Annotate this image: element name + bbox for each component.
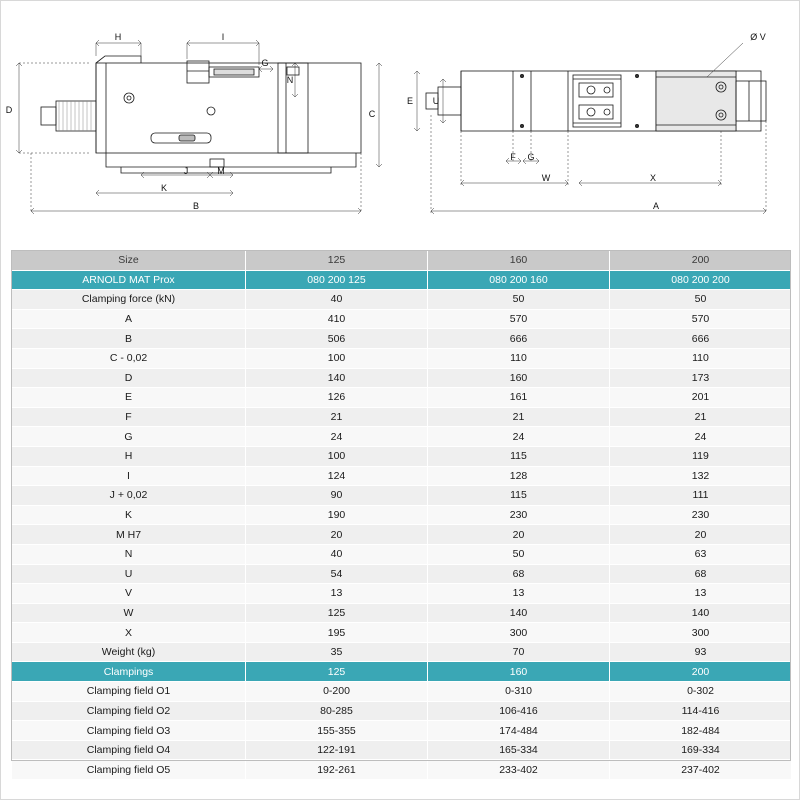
row-label: Weight (kg) [12,642,246,662]
row-value: 13 [610,584,792,604]
row-value: 21 [246,407,428,427]
row-value: 50 [428,290,610,310]
row-value: 106-416 [428,701,610,721]
row-value: 80-285 [246,701,428,721]
table-row [12,466,792,486]
row-label: Clamping field O3 [12,721,246,741]
row-value: 190 [246,505,428,525]
row-value: 110 [610,348,792,368]
row-value: 124 [246,466,428,486]
row-value: 35 [246,642,428,662]
row-value: 140 [610,603,792,623]
row-value: 140 [246,368,428,388]
table-row [12,544,792,564]
table-row [12,270,792,290]
row-label: Clampings [12,662,246,682]
row-value: 230 [610,505,792,525]
row-label: Clamping force (kN) [12,290,246,310]
row-label: B [12,329,246,349]
dim-label-C: C [368,109,376,119]
row-value: 40 [246,290,428,310]
table-row [12,760,792,780]
row-value: 114-416 [610,701,792,721]
table-row [12,564,792,584]
row-value: 570 [610,309,792,329]
dim-label-J: J [183,166,189,176]
row-label: W [12,603,246,623]
row-label: J + 0,02 [12,486,246,506]
row-label: ARNOLD MAT Prox [12,270,246,290]
row-label: C - 0,02 [12,348,246,368]
row-value: 155-355 [246,721,428,741]
dim-label-F: F [510,152,516,162]
row-value: 110 [428,348,610,368]
table-row [12,701,792,721]
table-row [12,584,792,604]
row-value: 68 [610,564,792,584]
row-label: Clamping field O4 [12,740,246,760]
row-value: 13 [246,584,428,604]
row-label: D [12,368,246,388]
row-value: 68 [428,564,610,584]
row-label: N [12,544,246,564]
row-value: 174-484 [428,721,610,741]
dim-label-I: I [221,32,225,42]
specification-table [11,250,792,780]
row-value: 24 [428,427,610,447]
row-value: 080 200 200 [610,270,792,290]
row-value: 173 [610,368,792,388]
row-label: I [12,466,246,486]
table-row [12,642,792,662]
row-label: Clamping field O5 [12,760,246,780]
row-label: M H7 [12,525,246,545]
dim-label-diameter-V: Ø V [750,32,766,42]
row-value: 300 [428,623,610,643]
table-row [12,446,792,466]
row-value: 080 200 160 [428,270,610,290]
table-row [12,682,792,702]
row-value: 21 [610,407,792,427]
row-value: 24 [610,427,792,447]
row-value: 115 [428,446,610,466]
row-value: 300 [610,623,792,643]
row-value: 24 [246,427,428,447]
table-row [12,407,792,427]
row-value: 13 [428,584,610,604]
specification-table-container [11,250,791,780]
row-label: X [12,623,246,643]
row-value: 666 [428,329,610,349]
row-value: 126 [246,388,428,408]
row-value: 233-402 [428,760,610,780]
table-row [12,427,792,447]
row-value: 125 [246,603,428,623]
dim-label-X: X [649,173,657,183]
row-value: 182-484 [610,721,792,741]
table-row [12,486,792,506]
dim-label-D: D [5,105,13,115]
row-value: 200 [610,251,792,271]
row-label: Clamping field O2 [12,701,246,721]
row-value: 200 [610,662,792,682]
row-value: 570 [428,309,610,329]
dim-label-A: A [652,201,660,211]
row-value: 70 [428,642,610,662]
dim-label-U: U [432,96,440,106]
table-row [12,348,792,368]
row-value: 63 [610,544,792,564]
row-value: 160 [428,368,610,388]
dim-label-E: E [406,96,414,106]
row-label: Size [12,251,246,271]
row-value: 20 [246,525,428,545]
row-value: 93 [610,642,792,662]
dim-label-N: N [286,75,294,85]
table-row [12,368,792,388]
row-value: 230 [428,505,610,525]
table-row [12,251,792,271]
row-label: Clamping field O1 [12,682,246,702]
row-value: 192-261 [246,760,428,780]
row-value: 140 [428,603,610,623]
dim-label-B: B [192,201,200,211]
row-value: 40 [246,544,428,564]
table-row [12,388,792,408]
table-row [12,623,792,643]
row-value: 169-334 [610,740,792,760]
row-label: E [12,388,246,408]
row-label: V [12,584,246,604]
table-row [12,505,792,525]
row-label: G [12,427,246,447]
row-label: K [12,505,246,525]
row-value: 128 [428,466,610,486]
row-value: 080 200 125 [246,270,428,290]
dim-label-G-right: G [527,152,535,162]
row-value: 506 [246,329,428,349]
row-value: 0-200 [246,682,428,702]
table-row [12,740,792,760]
table-row [12,662,792,682]
row-value: 410 [246,309,428,329]
table-row [12,329,792,349]
row-value: 160 [428,662,610,682]
row-value: 666 [610,329,792,349]
dim-label-M: M [217,166,225,176]
row-value: 201 [610,388,792,408]
row-value: 20 [428,525,610,545]
row-value: 125 [246,251,428,271]
row-value: 100 [246,446,428,466]
row-value: 161 [428,388,610,408]
row-value: 21 [428,407,610,427]
dim-label-W: W [541,173,551,183]
row-label: H [12,446,246,466]
row-value: 160 [428,251,610,271]
row-value: 119 [610,446,792,466]
row-value: 237-402 [610,760,792,780]
row-value: 115 [428,486,610,506]
row-value: 100 [246,348,428,368]
row-label: U [12,564,246,584]
row-value: 132 [610,466,792,486]
table-row [12,603,792,623]
table-row [12,290,792,310]
row-label: A [12,309,246,329]
table-row [12,721,792,741]
row-value: 195 [246,623,428,643]
dim-label-H: H [114,32,122,42]
row-value: 20 [610,525,792,545]
row-value: 122-191 [246,740,428,760]
row-value: 111 [610,486,792,506]
dim-label-G-left: G [261,58,269,68]
row-value: 125 [246,662,428,682]
row-value: 54 [246,564,428,584]
row-value: 50 [428,544,610,564]
technical-drawing [1,1,800,239]
dim-label-K: K [160,183,168,193]
table-row [12,525,792,545]
table-row [12,309,792,329]
row-value: 90 [246,486,428,506]
row-value: 50 [610,290,792,310]
row-label: F [12,407,246,427]
row-value: 0-302 [610,682,792,702]
row-value: 165-334 [428,740,610,760]
row-value: 0-310 [428,682,610,702]
